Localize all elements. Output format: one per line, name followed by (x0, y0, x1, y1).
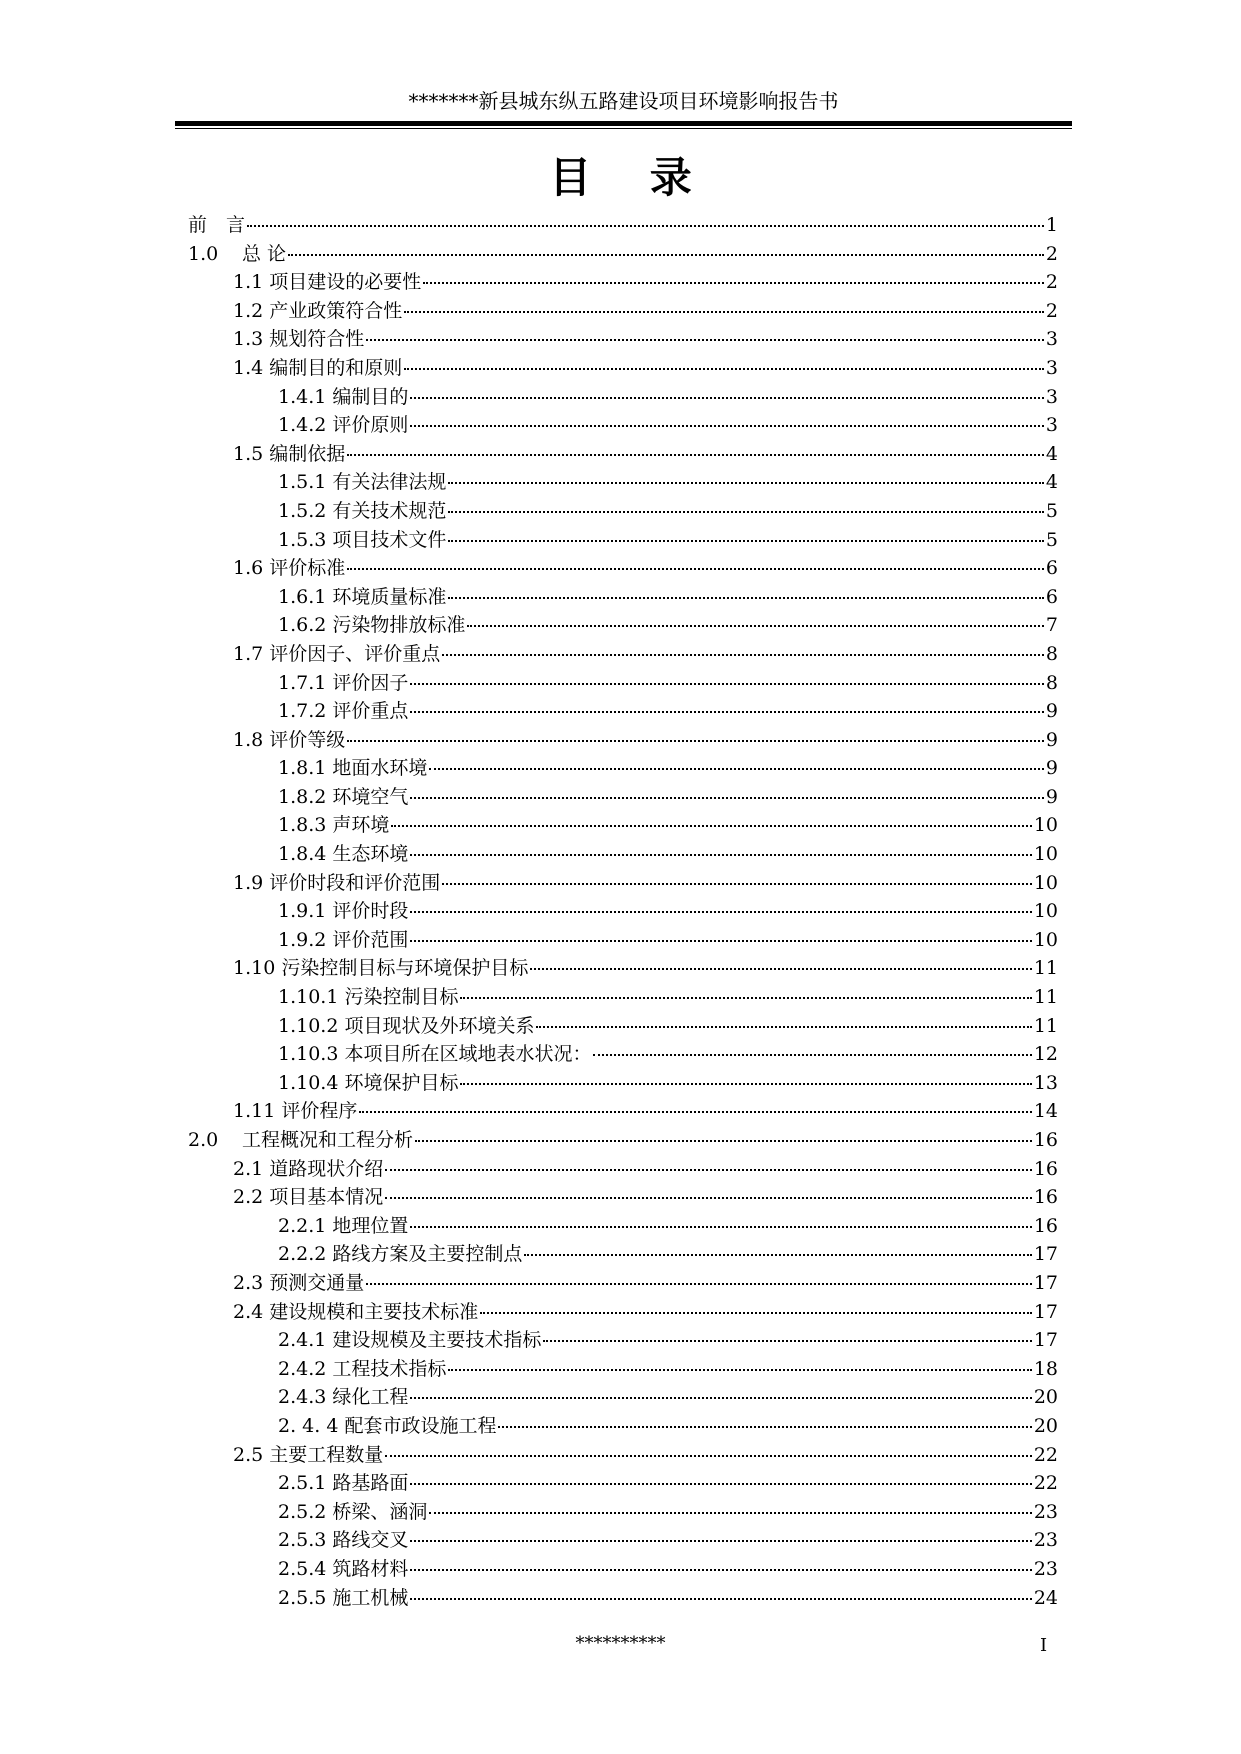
toc-leader-dots (385, 1168, 1032, 1171)
toc-entry-page: 4 (1045, 471, 1058, 494)
toc-entry-page: 10 (1033, 900, 1058, 923)
toc-entry-label: 2.2 项目基本情况 (233, 1186, 384, 1209)
toc-entry[interactable] (188, 1269, 1058, 1298)
toc-leader-dots (543, 1339, 1031, 1342)
toc-leader-dots (448, 1368, 1031, 1371)
toc-entry-label: 2.5.4 筑路材料 (278, 1557, 409, 1580)
footer-page-number: I (1040, 1635, 1048, 1656)
toc-entry-page: 12 (1033, 1043, 1058, 1066)
toc-leader-dots (460, 996, 1031, 999)
toc-entry-label: 2.4.3 绿化工程 (278, 1386, 409, 1409)
toc-entry[interactable] (188, 1040, 1058, 1069)
toc-entry-page: 14 (1033, 1100, 1058, 1123)
toc-entry[interactable] (188, 1584, 1058, 1613)
toc-entry-page: 20 (1033, 1386, 1058, 1409)
toc-entry-page: 7 (1045, 614, 1058, 637)
toc-entry-page: 2 (1045, 299, 1058, 322)
toc-entry-page: 20 (1033, 1414, 1058, 1437)
toc-leader-dots (524, 1253, 1031, 1256)
toc-entry-label: 2.4 建设规模和主要技术标准 (233, 1300, 479, 1323)
toc-leader-dots (410, 396, 1044, 399)
toc-entry-label: 1.8.3 声环境 (278, 814, 390, 837)
toc-leader-dots (385, 1196, 1032, 1199)
toc-entry[interactable] (188, 669, 1058, 698)
toc-leader-dots (410, 710, 1044, 713)
toc-entry[interactable] (188, 383, 1058, 412)
toc-entry-page: 8 (1045, 642, 1058, 665)
toc-entry-label: 2.5 主要工程数量 (233, 1443, 384, 1466)
toc-entry-label: 1.10.3 本项目所在区域地表水状况： (278, 1043, 592, 1066)
toc-entry-page: 9 (1045, 757, 1058, 780)
toc-entry-page: 10 (1033, 871, 1058, 894)
toc-entry-label: 2.2.2 路线方案及主要控制点 (278, 1243, 523, 1266)
toc-entry[interactable] (188, 840, 1058, 869)
footer-text: ********** (575, 1633, 666, 1654)
toc-entry[interactable] (188, 983, 1058, 1012)
toc-entry-label: 1.7.1 评价因子 (278, 671, 409, 694)
toc-entry[interactable] (188, 1126, 1058, 1155)
table-of-contents (188, 211, 1058, 1612)
toc-entry-label: 2.2.1 地理位置 (278, 1214, 409, 1237)
toc-leader-dots (366, 1282, 1032, 1285)
toc-leader-dots (347, 739, 1044, 742)
toc-entry[interactable] (188, 611, 1058, 640)
toc-entry-page: 16 (1033, 1129, 1058, 1151)
toc-entry-page: 6 (1045, 585, 1058, 608)
toc-entry-label: 1.5 编制依据 (233, 442, 346, 465)
toc-entry[interactable] (188, 1183, 1058, 1212)
toc-entry-page: 23 (1033, 1557, 1058, 1580)
toc-entry-label: 1.8.1 地面水环境 (278, 757, 428, 780)
toc-entry-label: 1.8.4 生态环境 (278, 843, 409, 866)
toc-entry[interactable] (188, 640, 1058, 669)
toc-entry-label: 1.7.2 评价重点 (278, 700, 409, 723)
toc-entry[interactable] (188, 697, 1058, 726)
toc-entry-label: 2.5.3 路线交叉 (278, 1529, 409, 1552)
toc-leader-dots (423, 281, 1044, 284)
toc-entry-label: 2.4.2 工程技术指标 (278, 1357, 447, 1380)
toc-entry-page: 9 (1045, 728, 1058, 751)
toc-entry[interactable] (188, 354, 1058, 383)
toc-entry[interactable] (188, 526, 1058, 555)
toc-leader-dots (404, 310, 1044, 313)
toc-leader-dots (480, 1311, 1032, 1314)
toc-entry-page: 22 (1033, 1443, 1058, 1466)
toc-entry[interactable] (188, 926, 1058, 955)
toc-entry-page: 23 (1033, 1500, 1058, 1523)
toc-title: 目 录 (549, 153, 714, 202)
toc-entry-label: 1.6 评价标准 (233, 557, 346, 580)
toc-entry[interactable] (188, 554, 1058, 583)
toc-entry-label: 2.5.1 路基路面 (278, 1472, 409, 1495)
toc-leader-dots (410, 1539, 1031, 1542)
toc-leader-dots (404, 367, 1044, 370)
toc-entry[interactable] (188, 869, 1058, 898)
toc-leader-dots (448, 539, 1044, 542)
toc-entry-page: 10 (1033, 843, 1058, 866)
toc-entry[interactable] (188, 754, 1058, 783)
toc-entry[interactable] (188, 211, 1058, 240)
toc-leader-dots (366, 338, 1044, 341)
toc-leader-dots (347, 567, 1044, 570)
toc-leader-dots (410, 682, 1044, 685)
toc-leader-dots (415, 1139, 1032, 1142)
toc-entry-label: 1.4.2 评价原则 (278, 414, 409, 437)
toc-entry[interactable] (188, 1526, 1058, 1555)
toc-entry[interactable] (188, 1469, 1058, 1498)
toc-entry[interactable] (188, 411, 1058, 440)
toc-leader-dots (410, 1482, 1031, 1485)
toc-leader-dots (530, 967, 1031, 970)
toc-leader-dots (467, 624, 1044, 627)
toc-entry-label: 1.2 产业政策符合性 (233, 299, 403, 322)
toc-leader-dots (288, 253, 1044, 256)
toc-entry[interactable] (188, 1212, 1058, 1241)
toc-leader-dots (429, 1511, 1031, 1514)
toc-entry-page: 6 (1045, 557, 1058, 580)
toc-entry[interactable] (188, 240, 1058, 269)
toc-entry-number: 2.0 (188, 1129, 219, 1151)
toc-leader-dots (410, 1225, 1031, 1228)
toc-entry-page: 9 (1045, 785, 1058, 808)
toc-entry[interactable] (188, 1069, 1058, 1098)
toc-entry-page: 18 (1033, 1357, 1058, 1380)
toc-leader-dots (410, 910, 1031, 913)
toc-entry[interactable] (188, 325, 1058, 354)
toc-entry[interactable] (188, 583, 1058, 612)
toc-entry[interactable] (188, 726, 1058, 755)
toc-leader-dots (429, 767, 1044, 770)
toc-entry-label: 1.9.1 评价时段 (278, 900, 409, 923)
toc-entry[interactable] (188, 1412, 1058, 1441)
toc-entry-label: 1.3 规划符合性 (233, 328, 365, 351)
toc-entry[interactable] (188, 783, 1058, 812)
toc-entry-label: 1.7 评价因子、评价重点 (233, 642, 441, 665)
toc-entry-label: 1.11 评价程序 (233, 1100, 358, 1123)
toc-entry-page: 11 (1033, 1014, 1058, 1037)
toc-entry-page: 10 (1033, 814, 1058, 837)
toc-entry[interactable] (188, 1155, 1058, 1184)
toc-entry[interactable] (188, 1012, 1058, 1041)
toc-entry[interactable] (188, 1326, 1058, 1355)
toc-leader-dots (448, 596, 1044, 599)
toc-entry-label: 1.9.2 评价范围 (278, 928, 409, 951)
toc-entry-label: 1.10.1 污染控制目标 (278, 986, 459, 1009)
toc-leader-dots (410, 1568, 1031, 1571)
toc-entry-page: 2 (1045, 242, 1058, 265)
toc-entry-page: 1 (1045, 214, 1058, 236)
toc-entry-label: 前 言 (188, 214, 246, 236)
toc-entry-page: 16 (1033, 1186, 1058, 1209)
toc-entry-label: 2.1 道路现状介绍 (233, 1157, 384, 1180)
toc-entry-label: 1.5.3 项目技术文件 (278, 528, 447, 551)
toc-entry-page: 9 (1045, 700, 1058, 723)
toc-entry-label: 1.10.4 环境保护目标 (278, 1071, 459, 1094)
toc-entry-page: 4 (1045, 442, 1058, 465)
toc-leader-dots (410, 939, 1031, 942)
toc-leader-dots (247, 224, 1044, 227)
toc-entry-page: 17 (1033, 1329, 1058, 1352)
toc-leader-dots (410, 1396, 1031, 1399)
toc-entry-page: 8 (1045, 671, 1058, 694)
toc-entry-label: 2. 4. 4 配套市政设施工程 (278, 1414, 497, 1437)
toc-entry[interactable] (188, 440, 1058, 469)
toc-entry[interactable] (188, 468, 1058, 497)
toc-entry-label: 1.8 评价等级 (233, 728, 346, 751)
toc-entry-page: 3 (1045, 414, 1058, 437)
toc-entry-page: 16 (1033, 1157, 1058, 1180)
toc-entry-page: 16 (1033, 1214, 1058, 1237)
toc-entry-page: 11 (1033, 957, 1058, 980)
toc-entry[interactable] (188, 297, 1058, 326)
toc-entry-label: 1.4.1 编制目的 (278, 385, 409, 408)
toc-entry-label: 1.5.2 有关技术规范 (278, 499, 447, 522)
toc-entry-page: 22 (1033, 1472, 1058, 1495)
toc-entry-page: 3 (1045, 385, 1058, 408)
toc-entry[interactable] (188, 897, 1058, 926)
toc-entry-label: 1.10.2 项目现状及外环境关系 (278, 1014, 535, 1037)
toc-entry[interactable] (188, 1240, 1058, 1269)
toc-entry-page: 3 (1045, 328, 1058, 351)
toc-entry[interactable] (188, 1441, 1058, 1470)
header-rule-thick (175, 121, 1072, 126)
toc-leader-dots (410, 424, 1044, 427)
toc-entry-page: 23 (1033, 1529, 1058, 1552)
toc-leader-dots (410, 796, 1044, 799)
toc-entry-label: 1.8.2 环境空气 (278, 785, 409, 808)
toc-leader-dots (347, 453, 1044, 456)
toc-entry[interactable] (188, 268, 1058, 297)
toc-entry-page: 17 (1033, 1300, 1058, 1323)
toc-entry-page: 2 (1045, 271, 1058, 294)
toc-leader-dots (448, 481, 1044, 484)
toc-entry[interactable] (188, 954, 1058, 983)
toc-entry-label: 1.9 评价时段和评价范围 (233, 871, 441, 894)
toc-leader-dots (448, 510, 1044, 513)
toc-leader-dots (410, 853, 1031, 856)
running-header: *******新县城东纵五路建设项目环境影响报告书 (408, 89, 839, 113)
toc-leader-dots (391, 824, 1031, 827)
toc-entry-page: 5 (1045, 499, 1058, 522)
toc-leader-dots (593, 1053, 1031, 1056)
toc-entry-label: 1.4 编制目的和原则 (233, 356, 403, 379)
toc-entry-label: 2.5.2 桥梁、涵洞 (278, 1500, 428, 1523)
toc-entry-label: 1.5.1 有关法律法规 (278, 471, 447, 494)
toc-entry-number: 1.0 (188, 242, 219, 265)
toc-leader-dots (460, 1082, 1031, 1085)
toc-entry-page: 11 (1033, 986, 1058, 1009)
toc-entry-label: 1.6.1 环境质量标准 (278, 585, 447, 608)
toc-entry-label: 2.5.5 施工机械 (278, 1586, 409, 1609)
toc-entry-page: 17 (1033, 1243, 1058, 1266)
toc-entry-page: 3 (1045, 356, 1058, 379)
toc-entry-page: 17 (1033, 1271, 1058, 1294)
toc-leader-dots (498, 1425, 1031, 1428)
header-rule-thin (175, 128, 1072, 129)
toc-entry[interactable] (188, 1355, 1058, 1384)
toc-leader-dots (410, 1597, 1031, 1600)
toc-entry-page: 24 (1033, 1586, 1058, 1609)
toc-entry-page: 5 (1045, 528, 1058, 551)
toc-entry[interactable] (188, 1498, 1058, 1527)
toc-entry-page: 13 (1033, 1071, 1058, 1094)
toc-entry-label: 1.6.2 污染物排放标准 (278, 614, 466, 637)
toc-entry-label: 总 论 (242, 242, 287, 265)
toc-leader-dots (359, 1110, 1031, 1113)
toc-entry-label: 工程概况和工程分析 (242, 1129, 414, 1151)
toc-entry-label: 2.3 预测交通量 (233, 1271, 365, 1294)
toc-leader-dots (442, 882, 1032, 885)
toc-entry[interactable] (188, 1555, 1058, 1584)
toc-entry[interactable] (188, 1383, 1058, 1412)
toc-entry[interactable] (188, 497, 1058, 526)
toc-leader-dots (442, 653, 1044, 656)
toc-entry-label: 1.1 项目建设的必要性 (233, 271, 422, 294)
toc-entry-label: 2.4.1 建设规模及主要技术指标 (278, 1329, 542, 1352)
toc-entry-page: 10 (1033, 928, 1058, 951)
toc-entry-label: 1.10 污染控制目标与环境保护目标 (233, 957, 529, 980)
toc-entry[interactable] (188, 811, 1058, 840)
toc-leader-dots (385, 1454, 1032, 1457)
toc-entry[interactable] (188, 1097, 1058, 1126)
toc-entry[interactable] (188, 1298, 1058, 1327)
toc-leader-dots (536, 1025, 1031, 1028)
